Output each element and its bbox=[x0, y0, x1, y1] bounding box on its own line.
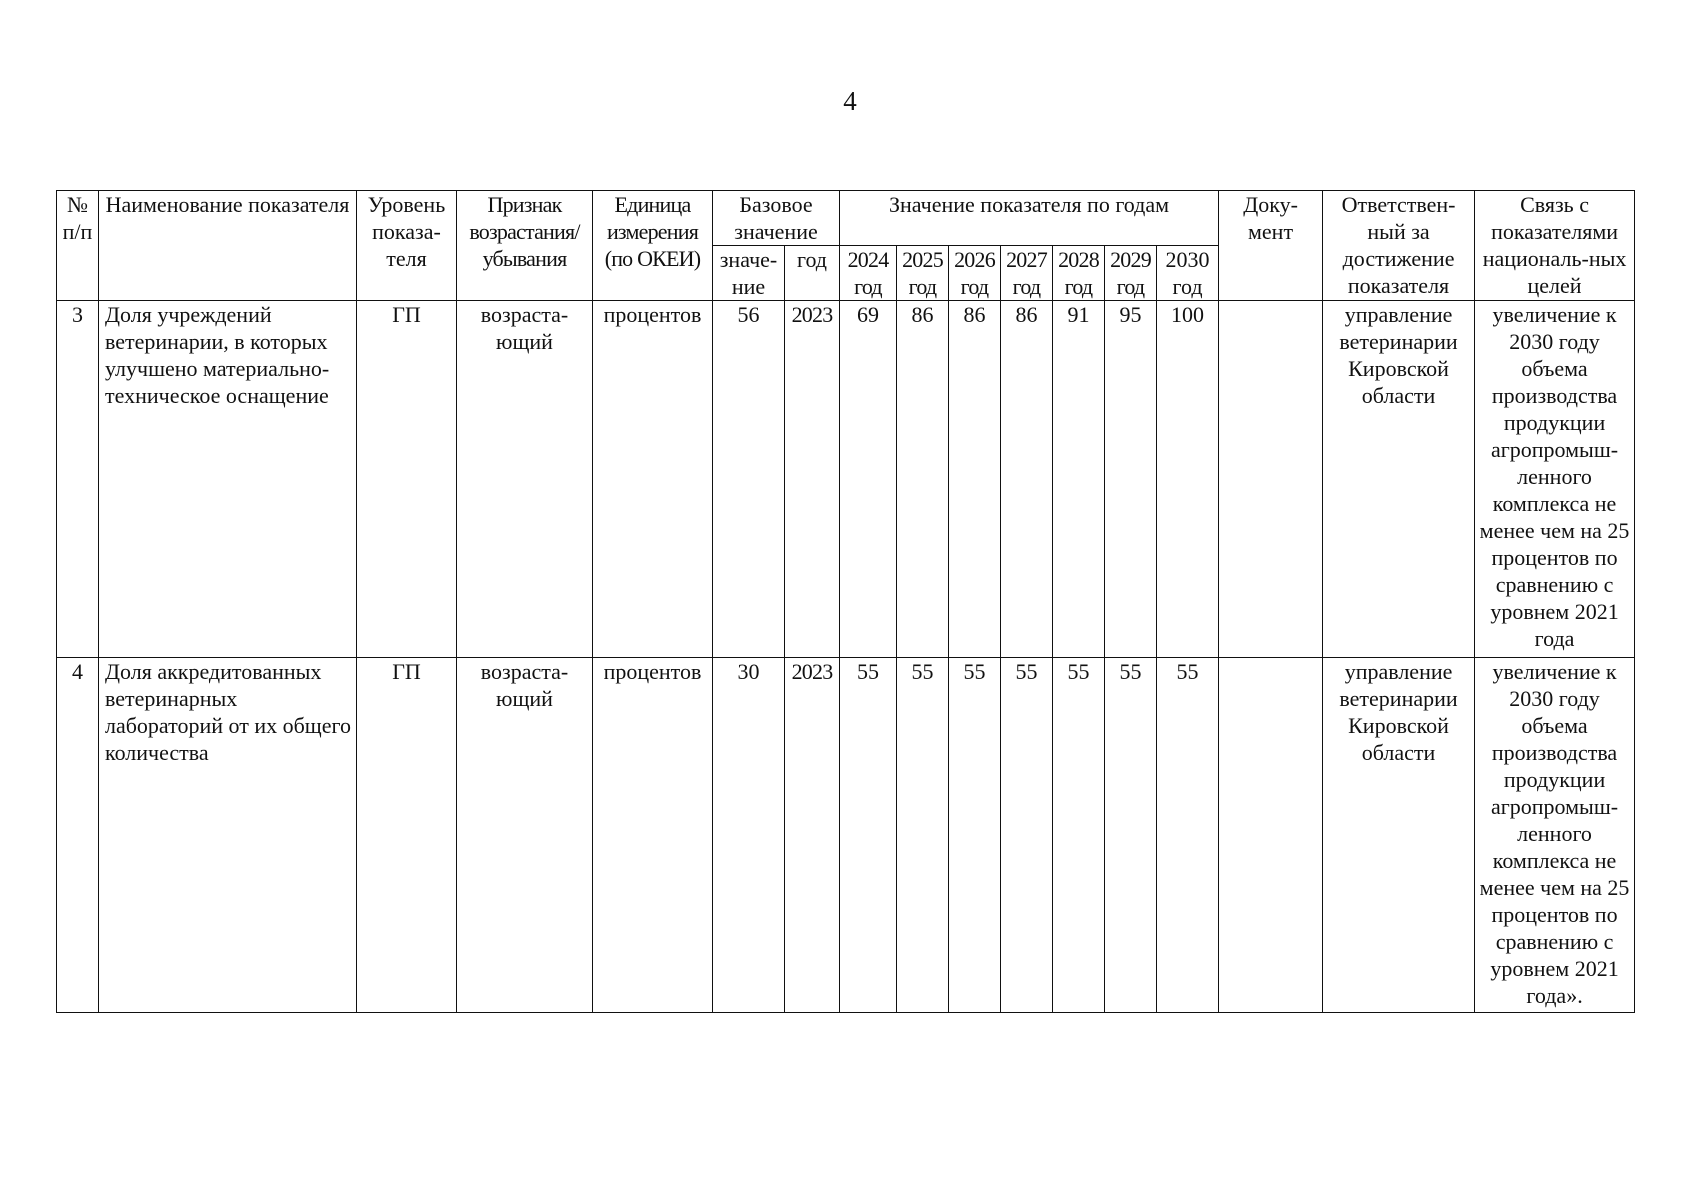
table-row bbox=[57, 658, 1635, 1013]
cell-unit: процентов bbox=[593, 301, 713, 658]
cell-value-2029: 55 bbox=[1105, 658, 1157, 1013]
cell-value-2024: 55 bbox=[840, 658, 897, 1013]
header-link: Связь с показателями националь-ных целей bbox=[1475, 191, 1635, 301]
header-name: Наименование показателя bbox=[99, 191, 357, 301]
cell-base-value: 56 bbox=[713, 301, 785, 658]
cell-responsible: управление ветеринарии Кировской области bbox=[1323, 658, 1475, 1013]
cell-document bbox=[1219, 658, 1323, 1013]
header-year-2024: 2024 год bbox=[840, 246, 897, 301]
cell-value-2026: 55 bbox=[949, 658, 1001, 1013]
cell-value-2025: 86 bbox=[897, 301, 949, 658]
header-year-2030: 2030 год bbox=[1157, 246, 1219, 301]
header-year-2028: 2028 год bbox=[1053, 246, 1105, 301]
header-year-2027: 2027 год bbox=[1001, 246, 1053, 301]
cell-link: увеличение к 2030 году объема производства продукции агропромыш-ленного комплекса не менее чем на 25 процентов по сравнению с уровнем 2021 года». bbox=[1475, 658, 1635, 1013]
cell-document bbox=[1219, 301, 1323, 658]
cell-base-value: 30 bbox=[713, 658, 785, 1013]
header-unit: Единица измерения (по ОКЕИ) bbox=[593, 191, 713, 301]
cell-trend: возраста-ющий bbox=[457, 301, 593, 658]
cell-unit: процентов bbox=[593, 658, 713, 1013]
header-values-by-year: Значение показателя по годам bbox=[840, 191, 1219, 246]
table-row bbox=[57, 301, 1635, 658]
header-base: Базовое значение bbox=[713, 191, 840, 246]
cell-value-2030: 100 bbox=[1157, 301, 1219, 658]
cell-link: увеличение к 2030 году объема производства продукции агропромыш-ленного комплекса не менее чем на 25 процентов по сравнению с уровнем 2021 года bbox=[1475, 301, 1635, 658]
cell-name: Доля аккредитованных ветеринарных лабораторий от их общего количества bbox=[99, 658, 357, 1013]
header-responsible: Ответствен-ный за достижение показателя bbox=[1323, 191, 1475, 301]
header-base-value: значе-ние bbox=[713, 246, 785, 301]
cell-responsible: управление ветеринарии Кировской области bbox=[1323, 301, 1475, 658]
header-year-2026: 2026 год bbox=[949, 246, 1001, 301]
header-year-2029: 2029 год bbox=[1105, 246, 1157, 301]
cell-value-2027: 86 bbox=[1001, 301, 1053, 658]
cell-value-2027: 55 bbox=[1001, 658, 1053, 1013]
cell-value-2026: 86 bbox=[949, 301, 1001, 658]
cell-level: ГП bbox=[357, 301, 457, 658]
indicators-table bbox=[56, 190, 1635, 1013]
header-trend: Признак возрастания/ убывания bbox=[457, 191, 593, 301]
page-number: 4 bbox=[843, 86, 857, 116]
cell-no: 3 bbox=[57, 301, 99, 658]
header-base-year: год bbox=[785, 246, 840, 301]
cell-value-2028: 55 bbox=[1053, 658, 1105, 1013]
cell-value-2029: 95 bbox=[1105, 301, 1157, 658]
header-level: Уровень показа-теля bbox=[357, 191, 457, 301]
cell-no: 4 bbox=[57, 658, 99, 1013]
cell-value-2025: 55 bbox=[897, 658, 949, 1013]
cell-value-2024: 69 bbox=[840, 301, 897, 658]
cell-base-year: 2023 bbox=[785, 658, 840, 1013]
header-year-2025: 2025 год bbox=[897, 246, 949, 301]
header-no: № п/п bbox=[57, 191, 99, 301]
cell-base-year: 2023 bbox=[785, 301, 840, 658]
cell-value-2028: 91 bbox=[1053, 301, 1105, 658]
cell-trend: возраста-ющий bbox=[457, 658, 593, 1013]
cell-level: ГП bbox=[357, 658, 457, 1013]
cell-value-2030: 55 bbox=[1157, 658, 1219, 1013]
header-document: Доку-мент bbox=[1219, 191, 1323, 301]
cell-name: Доля учреждений ветеринарии, в которых улучшено материально-техническое оснащение bbox=[99, 301, 357, 658]
